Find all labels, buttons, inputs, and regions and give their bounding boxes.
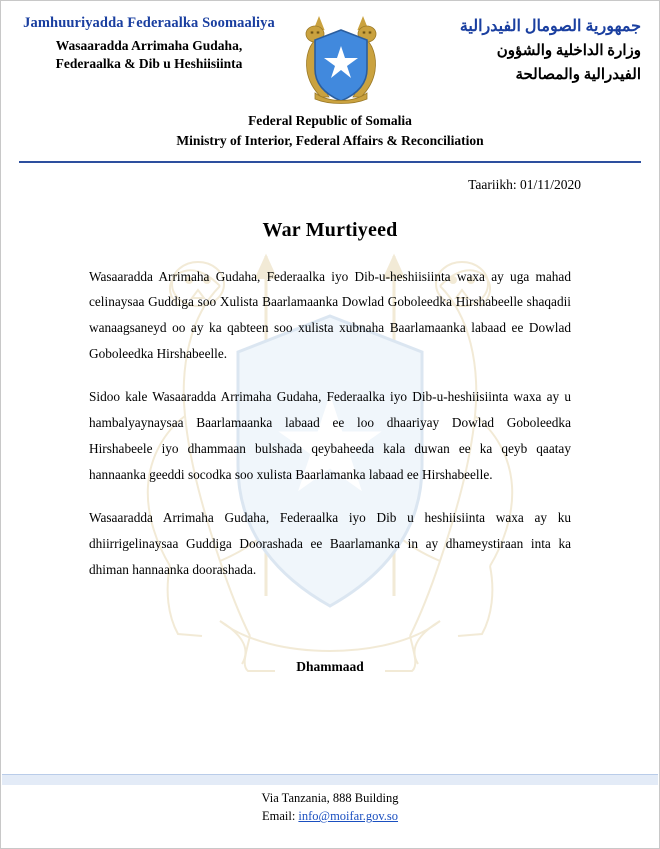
- paragraph-1: Wasaaradda Arrimaha Gudaha, Federaalka iyo Dib-u-heshiisiinta waxa ay uga mahad celinaysaa Guddiga soo Xulista Baarlamaanka Dowlad Goboleedka Hirshabeelle shaqadii wanaagsaneyd oo ay ka qabteen soo xulista xubnaha Baarlamaanka labaad ee Dowlad Goboleedka Hirshabeelle.: [89, 268, 571, 362]
- republic-title-somali: Jamhuuriyadda Federaalka Soomaaliya: [23, 15, 275, 31]
- header-emblem: [283, 11, 399, 105]
- footer: [1, 785, 659, 827]
- date-line: Taariikh: 01/11/2020: [468, 176, 581, 192]
- republic-title-arabic: جمهورية الصومال الفيدرالية: [459, 18, 641, 35]
- country-name-english: Federal Republic of Somalia: [248, 113, 412, 128]
- paragraph-2: Sidoo kale Wasaaradda Arrimaha Gudaha, Federaalka iyo Dib-u-heshiisiinta waxa ay u hambalyaynaysaa Baarlamaanka labaad ee loo dhaariyay Dowlad Goboleedka Hirshabeele iyo dhammaan bulshada qeybaheeda kala duwan ee ka qeyb qaatay hannaanka geeddi socodka soo xulista Baarlamanka labaad ee Hirshabeelle.: [89, 389, 571, 482]
- paragraph-3: Wasaaradda Arrimaha Gudaha, Federaalka iyo Dib u heshiisiinta waxa ay ku dhiirrigelinaysaa Guddiga Doorashada ee Baarlamanka in ay dhameystiraan inta ka dhiman hannaanka doorashada.: [89, 509, 571, 577]
- closing-word: Dhammaad: [296, 658, 364, 674]
- ministry-title-arabic-line2: الفيدرالية والمصالحة: [515, 67, 641, 83]
- header-divider: [19, 161, 641, 163]
- ministry-title-somali-line1: Wasaaradda Arrimaha Gudaha,: [55, 38, 243, 53]
- footer-email-label: Email:: [261, 809, 299, 824]
- header-left-somali: [15, 11, 283, 73]
- ministry-name-english: Ministry of Interior, Federal Affairs & Reconciliation: [176, 133, 484, 149]
- header-right-arabic: [399, 11, 645, 87]
- ministry-title-arabic-line1: وزارة الداخلية والشؤون: [496, 43, 641, 59]
- footer-email-row: [1, 807, 659, 826]
- somalia-coat-of-arms-icon: [289, 13, 393, 105]
- footer-email-link[interactable]: info@moifar.gov.so: [298, 809, 399, 824]
- page-title: War Murtiyeed: [262, 218, 398, 241]
- document-body: [89, 264, 571, 583]
- ministry-title-somali-line2: Federaalka & Dib u Heshiisiinta: [55, 56, 243, 72]
- document-header: [1, 1, 659, 105]
- header-english-subtitle: [1, 111, 659, 152]
- footer-address: Via Tanzania, 888 Building: [261, 790, 399, 805]
